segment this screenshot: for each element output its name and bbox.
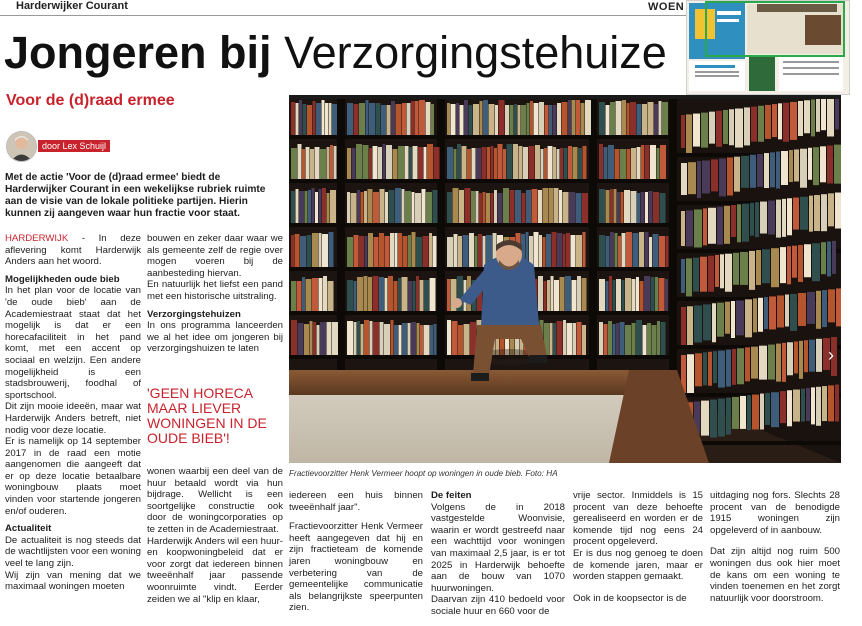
- chevron-right-icon[interactable]: ›: [828, 345, 834, 365]
- author-byline: door Lex Schuijl: [38, 140, 110, 152]
- paragraph: De actualiteit is nog steeds dat de wachtlijsten voor een woning veel te lang zijn.: [5, 534, 141, 570]
- paragraph: vrije sector. Inmiddels is 15 procent van deze behoefte gerealiseerd en worden er de komende tijd nog eens 24 procent opgeleverd.: [573, 490, 703, 548]
- subheading: Actualiteit: [5, 523, 52, 535]
- paragraph: wonen waarbij een deel van de huur betaald wordt via hun bijdrage. Wellicht is een soortgelijke constructie ook door de woningcorporaties op te zetten in de Academiestraat.: [147, 466, 283, 535]
- paragraph: bouwen en zeker daar waar we als gemeente zelf de regie over mogen voeren bij de aanbesteding hiervan.: [147, 233, 283, 279]
- text-column-6: [710, 490, 840, 604]
- text-column-2-continued: [147, 466, 283, 605]
- article-title: [4, 28, 667, 78]
- author-avatar: [6, 131, 37, 162]
- text-column-2: [147, 233, 283, 355]
- text-column-3: [289, 490, 423, 614]
- paragraph: Volgens de in 2018 vastgestelde Woonvisie, waarin er wordt gestreefd naar een wachttijd voor woningen van maximaal 2,5 jaar, is er tot 2025 in Harderwijk behoefte aan de bouw van 1070 huurwoningen.: [431, 501, 565, 594]
- paragraph: In ons programma lanceerden we al het idee om jongeren bij verzorgingshuizen te laten: [147, 320, 283, 355]
- paragraph: Ook in de koopsector is de: [573, 592, 687, 604]
- text-column-4: [431, 490, 565, 618]
- paragraph: - In deze aflevering komt Harderwijk Anders aan het woord.: [5, 233, 141, 268]
- paragraph: Dat zijn altijd nog ruim 500 woningen dus ook hier moet de kans om een woning te vinden toenemen en het zorgt natuurlijk voor doorstroom.: [710, 546, 840, 604]
- paragraph: En natuurlijk het liefst een pand met een historische uitstraling.: [147, 279, 283, 302]
- paper-name: Harderwijker Courant: [16, 0, 128, 12]
- article-intro: Met de actie 'Voor de (d)raad ermee' biedt de Harderwijker Courant in een wekelijkse rubriek ruimte aan de visie van de lokale politieke partijen. Hierin kunnen zij aangeven waar hun fractie voor staat.: [5, 172, 266, 219]
- paragraph: Er is namelijk op 14 september 2017 in de raad een motie aangenomen die aangeeft dat er op deze locatie betaalbare woningbouw plaats moet vinden voor startende jongeren en/of ouderen.: [5, 436, 141, 517]
- photo-caption: Fractievoorzitter Henk Vermeer hoopt op woningen in oude bieb. Foto: HA: [289, 469, 558, 478]
- paragraph: Wij zijn van mening dat we maximaal woningen moeten: [5, 569, 141, 593]
- article-photo: [289, 95, 841, 463]
- paragraph: In het plan voor de locatie van 'de oude bieb' aan de Academiestraat staat dat het mogelijk is dat er een horecafaciliteit in het pand komt, met een accent op sociaal en welzijn. Een andere mogelijkheid is een stadsbrouwerij, foodhal of sportschool.: [5, 285, 141, 401]
- dateline: HARDERWIJK: [5, 233, 69, 244]
- viewport-indicator: [705, 1, 845, 57]
- page-thumbnail[interactable]: [686, 0, 850, 95]
- title-regular: Verzorgingstehuize: [284, 27, 667, 78]
- subheading: De feiten: [431, 490, 472, 501]
- title-bold: Jongeren bij: [4, 27, 272, 78]
- subheading: Mogelijkheden oude bieb: [5, 273, 120, 285]
- paragraph: Fractievoorzitter Henk Vermeer heeft aangegeven dat hij en zijn fractieteam de komende jaren woningbouw en verbetering van de gemeentelijke communicatie als belangrijkste speerpunten zien.: [289, 521, 423, 614]
- paragraph: Daarvan zijn 410 bedoeld voor sociale huur en 660 voor de: [431, 594, 565, 617]
- header-divider: [0, 15, 690, 16]
- paragraph: Er is dus nog genoeg te doen de komende jaren, maar er worden stappen gemaakt.: [573, 547, 703, 583]
- paragraph: uitdaging nog fors. Slechts 28 procent van de benodigde 1915 woningen zijn opgeleverd of in aanbouw.: [710, 490, 840, 536]
- pull-quote: 'GEEN HORECA MAAR LIEVER WONINGEN IN DE OUDE BIEB'!: [147, 385, 267, 446]
- paragraph: Harderwijk Anders wil een huur- en koopwoningbeleid dat er voor zorgt dat iedereen binnen tweeënhalf jaar passende woonruimte vindt. Eerder zeiden we al "klip en klaar,: [147, 535, 283, 605]
- paragraph: iedereen een huis binnen tweeënhalf jaar".: [289, 490, 423, 513]
- text-column-1: [5, 233, 141, 593]
- section-label: WOEN: [648, 1, 685, 13]
- article-subtitle: Voor de (d)raad ermee: [6, 92, 175, 109]
- paragraph: Dit zijn mooie ideeën, maar wat Harderwijk Anders betreft, niet nodig voor deze locatie.: [5, 401, 141, 436]
- text-column-5: [573, 490, 703, 604]
- subheading: Verzorgingstehuizen: [147, 308, 241, 320]
